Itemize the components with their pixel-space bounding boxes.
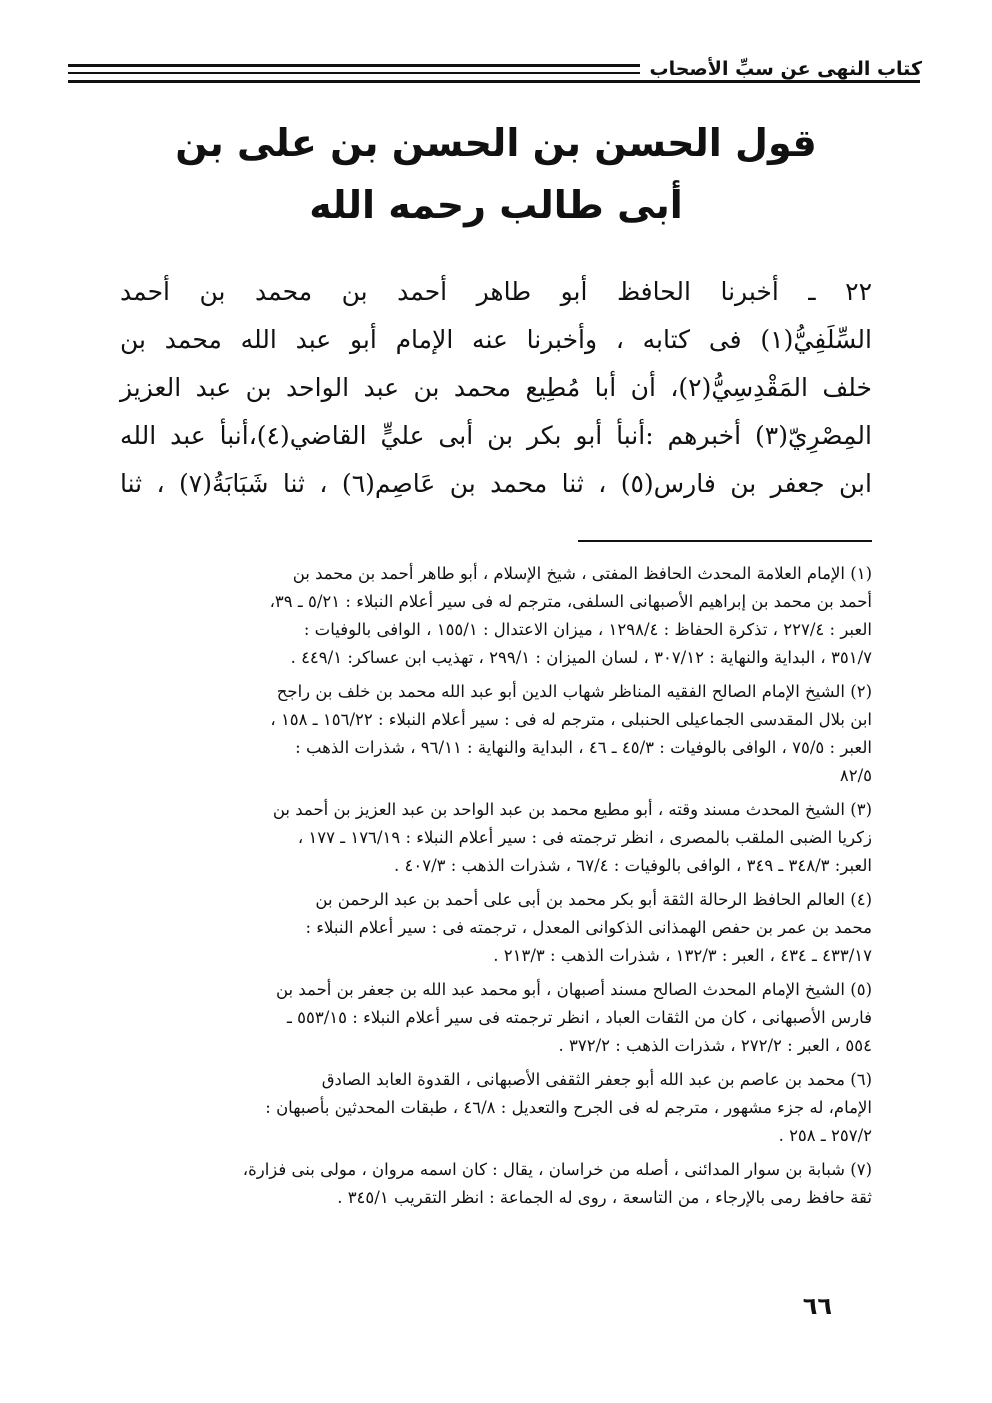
footnote-2 — [120, 678, 872, 790]
footnote-line: (٢) الشيخ الإمام الصالح الفقيه المناظر شهاب الدين أبو عبد الله محمد بن خلف بن راجح — [276, 682, 872, 701]
body-line: ابن جعفر بن فارس(٥) ، ثنا محمد بن عَاصِم(٦) ، ثنا شَبَابَةُ(٧) ، ثنا — [120, 469, 872, 498]
footnotes — [120, 560, 872, 1218]
footnote-line: (١) الإمام العلامة المحدث الحافظ المفتى ، شيخ الإسلام ، أبو طاهر أحمد بن محمد بن — [292, 564, 872, 583]
footnote-divider — [578, 540, 872, 542]
header-rule — [68, 80, 920, 83]
header-rule — [68, 64, 734, 67]
footnote-line: ٤٣٣/١٧ ـ ٤٣٤ ، العبر : ١٣٢/٣ ، شذرات الذهب : ٢١٣/٣ . — [493, 946, 872, 965]
chapter-title-line: أبى طالب رحمه الله — [309, 183, 683, 227]
footnote-line: (٥) الشيخ الإمام المحدث الصالح مسند أصبهان ، أبو محمد عبد الله بن جعفر بن أحمد بن — [275, 980, 872, 999]
running-header: كتاب النهى عن سبِّ الأصحاب — [640, 58, 922, 80]
body-line: ٢٢ ـ أخبرنا الحافظ أبو طاهر أحمد بن محمد بن أحمد — [120, 277, 872, 306]
footnote-line: أحمد بن محمد بن إبراهيم الأصبهانى السلفى، مترجم له فى سير أعلام النبلاء : ٥/٢١ ـ ٣٩، — [269, 592, 872, 611]
header-rule — [68, 72, 734, 74]
footnote-line: (٤) العالم الحافظ الرحالة الثقة أبو بكر محمد بن أبى على أحمد بن عبد الرحمن بن — [315, 890, 872, 909]
footnote-line: ٥٥٤ ، العبر : ٢٧٢/٢ ، شذرات الذهب : ٣٧٢/٢ . — [558, 1036, 872, 1055]
footnote-6 — [120, 1066, 872, 1150]
footnote-line: الإمام، له جزء مشهور ، مترجم له فى الجرح والتعديل : ٤٦/٨ ، طبقات المحدثين بأصبهان : — [265, 1098, 872, 1117]
footnote-7 — [120, 1156, 872, 1212]
footnote-line: ٨٢/٥ — [839, 766, 872, 785]
footnote-line: العبر : ٧٥/٥ ، الوافى بالوفيات : ٤٥/٣ ـ ٤٦ ، البداية والنهاية : ٩٦/١١ ، شذرات الذهب : — [295, 738, 872, 757]
footnote-line: ثقة حافظ رمى بالإرجاء ، من التاسعة ، روى له الجماعة : انظر التقريب ٣٤٥/١ . — [337, 1188, 872, 1207]
footnote-line: محمد بن عمر بن حفص الهمذانى الذكوانى المعدل ، ترجمته فى : سير أعلام النبلاء : — [305, 918, 872, 937]
footnote-line: زكريا الضبى الملقب بالمصرى ، انظر ترجمته فى : سير أعلام النبلاء : ١٧٦/١٩ ـ ١٧٧ ، — [297, 828, 872, 847]
footnote-line: العبر: ٣٤٨/٣ ـ ٣٤٩ ، الوافى بالوفيات : ٦٧/٤ ، شذرات الذهب : ٤٠٧/٣ . — [393, 856, 872, 875]
body-line: خلف المَقْدِسِيُّ(٢)، أن أبا مُطِيع محمد بن عبد الواحد بن عبد العزيز — [120, 373, 872, 402]
footnote-line: (٣) الشيخ المحدث مسند وقته ، أبو مطيع محمد بن عبد الواحد بن عبد العزيز بن أحمد بن — [272, 800, 872, 819]
footnote-4 — [120, 886, 872, 970]
chapter-title — [120, 112, 872, 236]
footnote-line: فارس الأصبهانى ، كان من الثقات العباد ، انظر ترجمته فى سير أعلام النبلاء : ٥٥٣/١٥ ـ — [287, 1008, 872, 1027]
footnote-line: ٢٥٧/٢ ـ ٢٥٨ . — [778, 1126, 872, 1145]
body-line: السِّلَفِيُّ(١) فى كتابه ، وأخبرنا عنه الإمام أبو عبد الله محمد بن — [120, 325, 872, 354]
hadith-text — [120, 268, 872, 508]
page-number: ٦٦ — [802, 1292, 832, 1320]
body-line: المِصْرِيّ(٣) أخبرهم :أنبأ أبو بكر بن أبى عليٍّ القاضي(٤)،أنبأ عبد الله — [120, 421, 872, 450]
footnote-line: (٦) محمد بن عاصم بن عبد الله أبو جعفر الثقفى الأصبهانى ، القدوة العابد الصادق — [321, 1070, 872, 1089]
footnote-1 — [120, 560, 872, 672]
footnote-3 — [120, 796, 872, 880]
footnote-line: (٧) شبابة بن سوار المدائنى ، أصله من خراسان ، يقال : كان اسمه مروان ، مولى بنى فزارة، — [242, 1160, 872, 1179]
footnote-line: ٣٥١/٧ ، البداية والنهاية : ٣٠٧/١٢ ، لسان الميزان : ٢٩٩/١ ، تهذيب ابن عساكر: ٤٤٩/١ . — [290, 648, 872, 667]
footnote-5 — [120, 976, 872, 1060]
footnote-line: العبر : ٢٢٧/٤ ، تذكرة الحفاظ : ١٢٩٨/٤ ، ميزان الاعتدال : ١٥٥/١ ، الوافى بالوفيات : — [303, 620, 872, 639]
chapter-title-line: قول الحسن بن الحسن بن على بن — [175, 121, 817, 165]
footnote-line: ابن بلال المقدسى الجماعيلى الحنبلى ، مترجم له فى : سير أعلام النبلاء : ١٥٦/٢٢ ـ ١٥٨ ، — [270, 710, 872, 729]
